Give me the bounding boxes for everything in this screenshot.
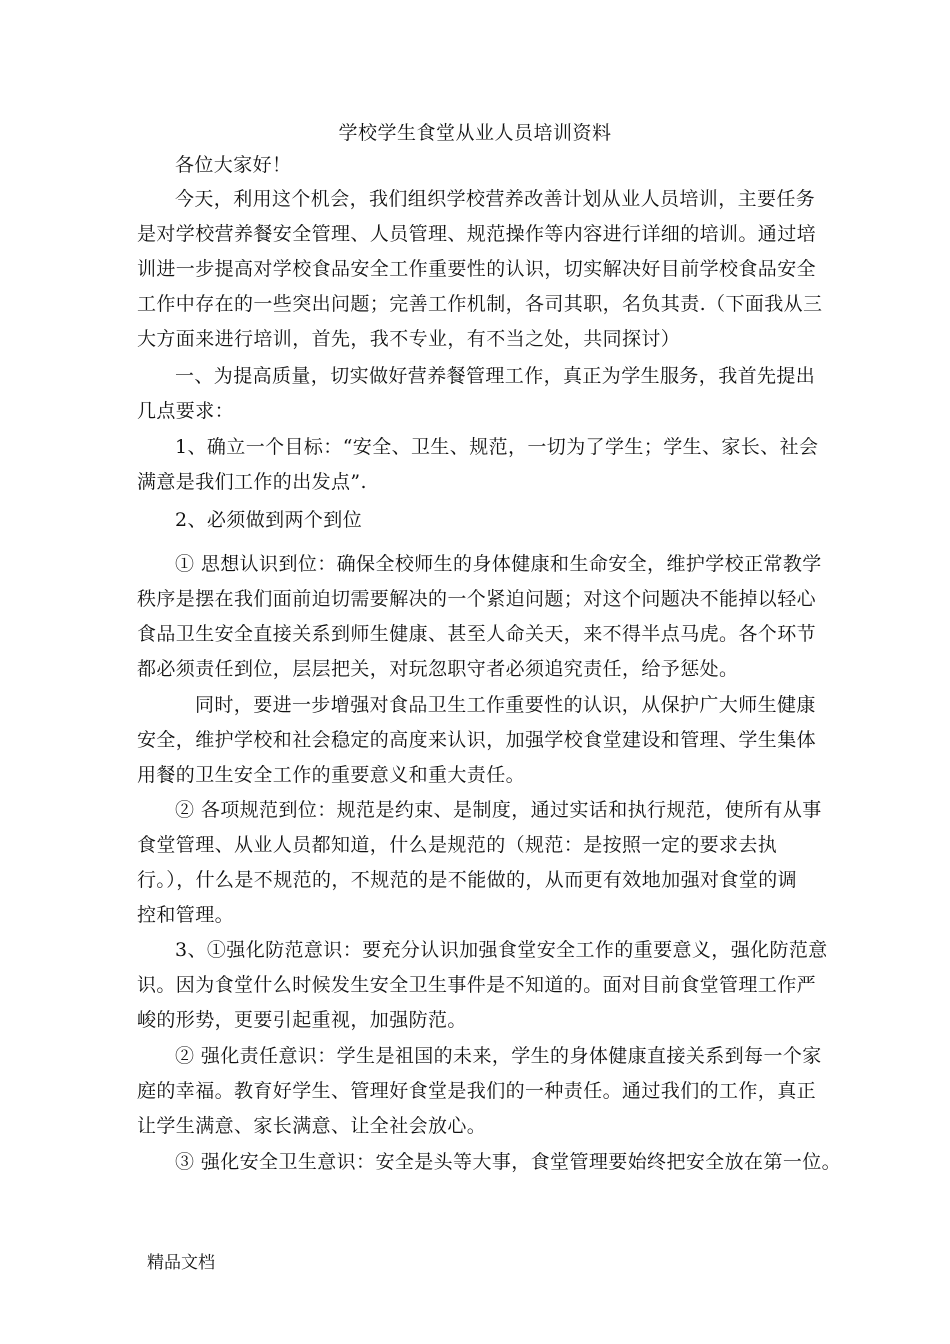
paragraph-line: 识。因为食堂什么时候发生安全卫生事件是不知道的。面对目前食堂管理工作严: [137, 974, 817, 996]
paragraph-line: ① 思想认识到位：确保全校师生的身体健康和生命安全，维护学校正常教学: [175, 553, 822, 575]
paragraph-line: 用餐的卫生安全工作的重要意义和重大责任。: [137, 764, 526, 786]
paragraph-line: ② 强化责任意识：学生是祖国的未来，学生的身体健康直接关系到每一个家: [175, 1045, 822, 1067]
paragraph-line: 几点要求：: [137, 400, 235, 422]
paragraph-line: 1、确立一个目标：“安全、卫生、规范，一切为了学生；学生、家长、社会: [175, 436, 819, 458]
paragraph-line: ③ 强化安全卫生意识：安全是头等大事，食堂管理要始终把安全放在第一位。: [175, 1151, 842, 1173]
paragraph-line: 工作中存在的一些突出问题；完善工作机制，各司其职，名负其责.（下面我从三: [137, 293, 823, 315]
paragraph-line: 今天，利用这个机会，我们组织学校营养改善计划从业人员培训，主要任务: [175, 188, 816, 210]
paragraph-line: 同时，要进一步增强对食品卫生工作重要性的认识，从保护广大师生健康: [195, 694, 816, 716]
paragraph-line: 庭的幸福。教育好学生、管理好食堂是我们的一种责任。通过我们的工作，真正: [137, 1080, 817, 1102]
paragraph-line: 控和管理。: [137, 904, 235, 926]
paragraph-line: 是对学校营养餐安全管理、人员管理、规范操作等内容进行详细的培训。通过培: [137, 223, 817, 245]
paragraph-line: 都必须责任到位，层层把关，对玩忽职守者必须追究责任，给予惩处。: [137, 658, 739, 680]
paragraph-line: ② 各项规范到位：规范是约束、是制度，通过实话和执行规范，使所有从事: [175, 799, 822, 821]
paragraph-line: 训进一步提高对学校食品安全工作重要性的认识，切实解决好目前学校食品安全: [137, 258, 817, 280]
paragraph-line: 让学生满意、家长满意、让全社会放心。: [137, 1115, 487, 1137]
paragraph-line: 安全，维护学校和社会稳定的高度来认识，加强学校食堂建设和管理、学生集体: [137, 729, 817, 751]
paragraph-line: 食堂管理、从业人员都知道，什么是规范的（规范：是按照一定的要求去执: [137, 834, 778, 856]
paragraph-line: 峻的形势，更要引起重视，加强防范。: [137, 1009, 467, 1031]
paragraph-line: 秩序是摆在我们面前迫切需要解决的一个紧迫问题；对这个问题决不能掉以轻心: [137, 588, 817, 610]
document-title: 学校学生食堂从业人员培训资料: [338, 122, 612, 144]
paragraph-line: 大方面来进行培训，首先，我不专业，有不当之处，共同探讨）: [137, 328, 681, 350]
paragraph-line: 3、①强化防范意识：要充分认识加强食堂安全工作的重要意义，强化防范意: [175, 939, 828, 961]
paragraph-line: 行。），什么是不规范的，不规范的是不能做的，从而更有效地加强对食堂的调: [137, 869, 798, 891]
footer-watermark: 精品文档: [147, 1253, 215, 1273]
paragraph-line: 一、为提高质量，切实做好营养餐管理工作，真正为学生服务，我首先提出: [175, 365, 816, 387]
paragraph-line: 各位大家好！: [175, 154, 292, 176]
paragraph-line: 食品卫生安全直接关系到师生健康、甚至人命关天，来不得半点马虎。各个环节: [137, 623, 817, 645]
paragraph-line: 满意是我们工作的出发点”.: [137, 471, 367, 493]
paragraph-line: 2、必须做到两个到位: [175, 509, 363, 531]
